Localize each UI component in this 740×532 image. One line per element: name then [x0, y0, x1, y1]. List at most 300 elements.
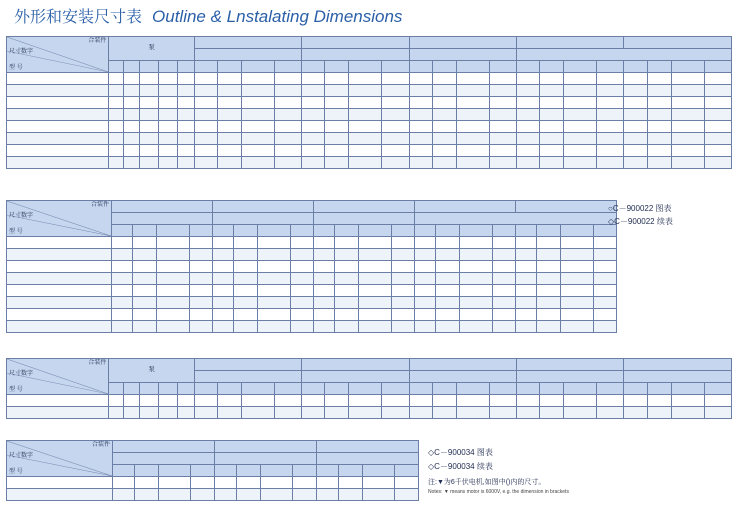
- table-cell: [415, 285, 436, 297]
- table-cell: [139, 73, 158, 85]
- table-cell: [215, 477, 237, 489]
- table-cell: [213, 321, 234, 333]
- table-corner-header: [7, 201, 112, 237]
- table-cell: [109, 407, 124, 419]
- table-cell: [194, 157, 217, 169]
- column-header: [241, 61, 274, 73]
- table-cell: [647, 145, 671, 157]
- table-cell: [436, 249, 460, 261]
- table-cell: [432, 157, 456, 169]
- dimension-table-1: [6, 36, 732, 169]
- table-cell: [456, 145, 489, 157]
- table-cell: [409, 407, 432, 419]
- pump-model: [7, 109, 109, 121]
- table-cell: [190, 297, 213, 309]
- table-cell: [339, 477, 363, 489]
- table-cell: [215, 489, 237, 501]
- table-cell: [647, 121, 671, 133]
- table-cell: [489, 121, 516, 133]
- table-cell: [112, 285, 133, 297]
- table-cell: [540, 145, 564, 157]
- column-header: [194, 61, 217, 73]
- column-header: [540, 61, 564, 73]
- table-cell: [317, 477, 339, 489]
- table-cell: [109, 85, 124, 97]
- column-header: [597, 383, 624, 395]
- table-cell: [597, 157, 624, 169]
- column-header: [190, 225, 213, 237]
- table-cell: [597, 73, 624, 85]
- table-cell: [564, 145, 597, 157]
- table-cell: [258, 261, 291, 273]
- table-cell: [517, 395, 540, 407]
- table-cell: [493, 273, 516, 285]
- table-cell: [177, 85, 194, 97]
- column-header: [258, 225, 291, 237]
- column-header: [109, 61, 124, 73]
- table-cell: [456, 157, 489, 169]
- table-cell: [275, 395, 302, 407]
- table-cell: [139, 395, 158, 407]
- column-header: [537, 225, 561, 237]
- column-header: [540, 383, 564, 395]
- pump-model: [7, 297, 112, 309]
- table-cell: [594, 273, 617, 285]
- column-header: [234, 225, 258, 237]
- table-cell: [302, 97, 325, 109]
- pump-model: [7, 309, 112, 321]
- corner-label: 型 号: [9, 65, 23, 71]
- column-header: [409, 61, 432, 73]
- table-cell: [158, 407, 177, 419]
- column-header: [215, 465, 237, 477]
- motor-header: [415, 201, 516, 213]
- table-cell: [258, 309, 291, 321]
- table-cell: [241, 145, 274, 157]
- column-header: [113, 465, 135, 477]
- table-cell: [624, 133, 647, 145]
- table-cell: [647, 97, 671, 109]
- table-cell: [564, 97, 597, 109]
- table-cell: [456, 109, 489, 121]
- column-header: [325, 383, 349, 395]
- table-cell: [213, 261, 234, 273]
- table-cell: [359, 249, 392, 261]
- table-cell: [516, 321, 537, 333]
- table-cell: [124, 157, 139, 169]
- table-cell: [456, 121, 489, 133]
- table-row: [7, 489, 419, 501]
- table-cell: [537, 237, 561, 249]
- table-cell: [517, 73, 540, 85]
- table-cell: [159, 477, 191, 489]
- table-cell: [325, 157, 349, 169]
- table-cell: [594, 321, 617, 333]
- pump-model: [7, 285, 112, 297]
- column-header: [456, 383, 489, 395]
- table-cell: [540, 97, 564, 109]
- table-cell: [325, 407, 349, 419]
- table-cell: [624, 121, 647, 133]
- table-cell: [190, 309, 213, 321]
- table-cell: [460, 273, 493, 285]
- table-cell: [109, 157, 124, 169]
- table-cell: [382, 85, 409, 97]
- table-cell: [302, 73, 325, 85]
- table-cell: [564, 407, 597, 419]
- note-t2-b: ◇C－900022 续表: [608, 217, 673, 226]
- table-cell: [493, 309, 516, 321]
- motor-header: [624, 359, 732, 371]
- table-cell: [516, 237, 537, 249]
- table-cell: [537, 297, 561, 309]
- table-cell: [349, 97, 382, 109]
- motor-header: [409, 37, 516, 49]
- table-cell: [359, 273, 392, 285]
- note-t4-d: Notes: ▼ means motor is 6000V, e.g. the dimension in brackets: [428, 489, 569, 495]
- table-cell: [516, 261, 537, 273]
- table-cell: [432, 145, 456, 157]
- table-cell: [647, 157, 671, 169]
- base-header: [517, 49, 732, 61]
- table-cell: [537, 309, 561, 321]
- column-header: [517, 383, 540, 395]
- column-header: [112, 225, 133, 237]
- column-header: [124, 383, 139, 395]
- table-cell: [217, 85, 241, 97]
- table-cell: [460, 297, 493, 309]
- column-header: [275, 383, 302, 395]
- table-cell: [241, 407, 274, 419]
- table-cell: [213, 285, 234, 297]
- table-cell: [177, 73, 194, 85]
- table-cell: [671, 85, 704, 97]
- table-cell: [157, 321, 190, 333]
- table-cell: [517, 133, 540, 145]
- column-header: [489, 61, 516, 73]
- table-cell: [597, 407, 624, 419]
- table-cell: [704, 133, 731, 145]
- column-header: [564, 383, 597, 395]
- table-cell: [302, 395, 325, 407]
- table-cell: [258, 321, 291, 333]
- dimension-table-4: [6, 440, 419, 501]
- table-cell: [540, 157, 564, 169]
- table-cell: [647, 395, 671, 407]
- table-cell: [516, 309, 537, 321]
- table-cell: [493, 285, 516, 297]
- table-cell: [291, 321, 314, 333]
- column-header: [213, 225, 234, 237]
- column-header: [647, 383, 671, 395]
- table-cell: [258, 273, 291, 285]
- table-cell: [597, 395, 624, 407]
- base-header: [194, 49, 301, 61]
- column-header: [363, 465, 395, 477]
- table-cell: [339, 489, 363, 501]
- table-cell: [112, 321, 133, 333]
- table-cell: [335, 321, 359, 333]
- table-row: [7, 407, 732, 419]
- note-t4-a: ◇C－900034 图表: [428, 448, 493, 457]
- column-header: [395, 465, 419, 477]
- table-cell: [275, 73, 302, 85]
- table-cell: [456, 133, 489, 145]
- table-row: [7, 261, 617, 273]
- table-cell: [139, 133, 158, 145]
- table-cell: [177, 157, 194, 169]
- table-cell: [302, 407, 325, 419]
- table-cell: [409, 395, 432, 407]
- column-header: [704, 383, 731, 395]
- table-cell: [191, 477, 215, 489]
- table-cell: [234, 321, 258, 333]
- column-header: [191, 465, 215, 477]
- table-cell: [159, 489, 191, 501]
- table-cell: [597, 85, 624, 97]
- table-cell: [561, 297, 594, 309]
- table-cell: [124, 97, 139, 109]
- table-cell: [624, 395, 647, 407]
- table-cell: [291, 261, 314, 273]
- table-cell: [395, 489, 419, 501]
- table-row: [7, 395, 732, 407]
- table-cell: [258, 249, 291, 261]
- table-cell: [275, 97, 302, 109]
- column-header: [561, 225, 594, 237]
- table-cell: [561, 237, 594, 249]
- table-cell: [432, 73, 456, 85]
- table-cell: [113, 477, 135, 489]
- table-cell: [314, 297, 335, 309]
- table-cell: [258, 285, 291, 297]
- table-cell: [561, 285, 594, 297]
- base-header: [415, 213, 617, 225]
- column-header: [597, 61, 624, 73]
- table-cell: [177, 97, 194, 109]
- table-cell: [139, 109, 158, 121]
- table-cell: [258, 237, 291, 249]
- motor-header: [194, 37, 301, 49]
- table-cell: [671, 145, 704, 157]
- table-cell: [395, 477, 419, 489]
- table-cell: [671, 133, 704, 145]
- table-cell: [493, 261, 516, 273]
- table-cell: [302, 109, 325, 121]
- pump-model: [7, 249, 112, 261]
- table-cell: [489, 145, 516, 157]
- motor-header: [517, 37, 624, 49]
- table-cell: [456, 395, 489, 407]
- table-cell: [392, 321, 415, 333]
- table-row: [7, 109, 732, 121]
- table-cell: [540, 407, 564, 419]
- table-cell: [392, 237, 415, 249]
- table-cell: [335, 249, 359, 261]
- table-cell: [124, 145, 139, 157]
- column-header: [158, 61, 177, 73]
- table-cell: [460, 321, 493, 333]
- table-cell: [139, 407, 158, 419]
- table-cell: [489, 395, 516, 407]
- table-cell: [436, 261, 460, 273]
- table-cell: [234, 309, 258, 321]
- base-header: [112, 213, 213, 225]
- column-header: [314, 225, 335, 237]
- table-cell: [335, 309, 359, 321]
- table-cell: [112, 309, 133, 321]
- table-cell: [124, 133, 139, 145]
- table-cell: [564, 85, 597, 97]
- table-row: [7, 297, 617, 309]
- table-cell: [133, 321, 157, 333]
- table-cell: [325, 395, 349, 407]
- table-cell: [194, 407, 217, 419]
- column-header: [359, 225, 392, 237]
- table-cell: [139, 121, 158, 133]
- table-row: [7, 97, 732, 109]
- table-cell: [517, 121, 540, 133]
- column-header: [624, 383, 647, 395]
- note-t4-b: ◇C－900034 续表: [428, 462, 493, 471]
- corner-label: 尺寸数字: [9, 49, 34, 55]
- corner-label: 合装件: [88, 360, 107, 366]
- corner-label: 合装件: [90, 202, 109, 208]
- table-cell: [564, 395, 597, 407]
- note-t2-a: ○C－900022 图表: [608, 204, 672, 213]
- table-row: [7, 285, 617, 297]
- column-header: [493, 225, 516, 237]
- table-cell: [415, 249, 436, 261]
- table-cell: [489, 85, 516, 97]
- motor-header: [517, 359, 624, 371]
- column-header: [302, 383, 325, 395]
- table-cell: [415, 237, 436, 249]
- table-cell: [537, 249, 561, 261]
- motor-header: [302, 37, 409, 49]
- table-cell: [314, 237, 335, 249]
- table-cell: [359, 237, 392, 249]
- table-cell: [325, 121, 349, 133]
- column-header: [157, 225, 190, 237]
- table-cell: [194, 109, 217, 121]
- column-header: [516, 225, 537, 237]
- table-cell: [194, 133, 217, 145]
- table-cell: [489, 109, 516, 121]
- table-cell: [671, 97, 704, 109]
- table-cell: [359, 261, 392, 273]
- column-header: [460, 225, 493, 237]
- table-cell: [291, 285, 314, 297]
- table-cell: [493, 249, 516, 261]
- table-cell: [436, 297, 460, 309]
- table-cell: [392, 309, 415, 321]
- table-cell: [409, 157, 432, 169]
- base-header: [113, 453, 215, 465]
- table-cell: [314, 321, 335, 333]
- pump-header: 泵: [109, 37, 194, 61]
- table-cell: [382, 407, 409, 419]
- table-cell: [133, 273, 157, 285]
- table-cell: [124, 407, 139, 419]
- table-cell: [671, 407, 704, 419]
- table-cell: [594, 249, 617, 261]
- base-header: [314, 213, 415, 225]
- column-header: [177, 383, 194, 395]
- table-cell: [432, 407, 456, 419]
- table-cell: [190, 249, 213, 261]
- column-header: [382, 383, 409, 395]
- table-row: [7, 309, 617, 321]
- table-cell: [460, 249, 493, 261]
- table-cell: [489, 73, 516, 85]
- pump-header: 泵: [109, 359, 194, 383]
- table-cell: [392, 297, 415, 309]
- table-cell: [217, 157, 241, 169]
- corner-label: 型 号: [9, 387, 23, 393]
- corner-label: 型 号: [9, 469, 23, 475]
- column-header: [159, 465, 191, 477]
- table-cell: [647, 109, 671, 121]
- table-cell: [540, 133, 564, 145]
- column-header: [647, 61, 671, 73]
- table-cell: [241, 73, 274, 85]
- table-cell: [540, 85, 564, 97]
- table-cell: [124, 73, 139, 85]
- table-cell: [112, 237, 133, 249]
- table-cell: [325, 97, 349, 109]
- table-cell: [517, 97, 540, 109]
- table-cell: [177, 395, 194, 407]
- table-cell: [158, 145, 177, 157]
- table-cell: [158, 121, 177, 133]
- table-cell: [258, 297, 291, 309]
- column-header: [139, 383, 158, 395]
- table-cell: [493, 237, 516, 249]
- table-cell: [314, 285, 335, 297]
- table-cell: [133, 237, 157, 249]
- table-cell: [359, 285, 392, 297]
- table-cell: [359, 297, 392, 309]
- table-cell: [594, 237, 617, 249]
- table-cell: [335, 285, 359, 297]
- table-cell: [432, 133, 456, 145]
- table-cell: [157, 273, 190, 285]
- table-cell: [704, 407, 731, 419]
- table-cell: [382, 157, 409, 169]
- table-cell: [564, 133, 597, 145]
- pump-model: [7, 145, 109, 157]
- table-cell: [158, 109, 177, 121]
- table-cell: [436, 321, 460, 333]
- table-cell: [241, 121, 274, 133]
- motor-header: [215, 441, 317, 453]
- table-cell: [517, 85, 540, 97]
- table-cell: [671, 395, 704, 407]
- column-header: [392, 225, 415, 237]
- base-header: [409, 49, 516, 61]
- table-cell: [234, 249, 258, 261]
- table-cell: [564, 157, 597, 169]
- table-cell: [594, 285, 617, 297]
- table-cell: [415, 261, 436, 273]
- table-cell: [124, 395, 139, 407]
- table-cell: [517, 407, 540, 419]
- table-cell: [594, 309, 617, 321]
- table-cell: [359, 321, 392, 333]
- table-cell: [275, 121, 302, 133]
- table-cell: [561, 321, 594, 333]
